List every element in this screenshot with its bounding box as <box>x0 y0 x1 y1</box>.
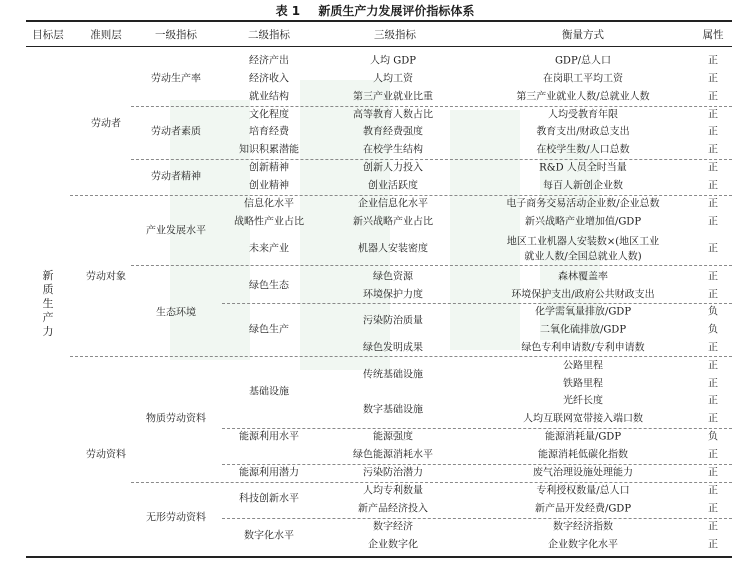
measure-cell: 化学需氧量排放/GDP <box>534 306 632 318</box>
attribute-cell: 正 <box>708 413 718 425</box>
measure-cell: 企业数字化水平 <box>548 539 618 551</box>
measure-cell: 第三产业就业人数/总就业人数 <box>516 91 650 103</box>
attribute-cell: 正 <box>708 243 718 255</box>
separator <box>222 518 732 519</box>
level3-cell: 新兴战略产业占比 <box>353 216 433 228</box>
attribute-cell: 正 <box>708 162 718 174</box>
header-level3: 三级指标 <box>374 29 416 41</box>
measure-cell: R&D 人员全时当量 <box>539 162 627 174</box>
measure-cell: 绿色专利申请数/专利申请数 <box>521 342 645 354</box>
separator <box>131 265 732 266</box>
goal-cell: 新质生产力 <box>42 269 54 338</box>
measure-cell: 人均受教育年限 <box>548 109 618 121</box>
level2-cell: 战略性产业占比 <box>234 216 304 228</box>
separator <box>70 356 732 357</box>
separator <box>222 428 732 429</box>
header-attribute: 属性 <box>702 29 724 41</box>
level3-cell: 第三产业就业比重 <box>353 91 433 103</box>
attribute-cell: 正 <box>708 144 718 156</box>
level1-cell: 无形劳动资料 <box>146 512 206 524</box>
level2-cell: 绿色生产 <box>249 324 289 336</box>
attribute-cell: 正 <box>708 360 718 372</box>
measure-cell: 能源消耗低碳化指数 <box>538 449 628 461</box>
attribute-cell: 正 <box>708 485 718 497</box>
measure-cell: 二氧化硫排放/GDP <box>539 324 627 336</box>
header-criteria: 准则层 <box>90 29 122 41</box>
measure-cell: 光纤长度 <box>563 395 603 407</box>
level1-cell: 生态环境 <box>156 307 196 319</box>
attribute-cell: 正 <box>708 216 718 228</box>
attribute-cell: 正 <box>708 521 718 533</box>
level2-cell: 创业精神 <box>249 180 289 192</box>
attribute-cell: 正 <box>708 289 718 301</box>
level3-cell: 在校学生结构 <box>363 144 423 156</box>
level3-cell: 高等教育人数占比 <box>353 109 433 121</box>
header-measure: 衡量方式 <box>562 29 604 41</box>
measure-cell: 在校学生数/人口总数 <box>536 144 630 156</box>
measure-cell: 地区工业机器人安装数×(地区工业 <box>506 236 660 248</box>
header-level1: 一级指标 <box>155 29 197 41</box>
level1-cell: 物质劳动资料 <box>146 413 206 425</box>
level1-cell: 产业发展水平 <box>146 225 206 237</box>
level2-cell: 经济收入 <box>249 73 289 85</box>
attribute-cell: 正 <box>708 109 718 121</box>
measure-cell: 能源消耗量/GDP <box>544 431 622 443</box>
level2-cell: 就业结构 <box>249 91 289 103</box>
attribute-cell: 正 <box>708 271 718 283</box>
attribute-cell: 正 <box>708 55 718 67</box>
attribute-cell: 正 <box>708 539 718 551</box>
level3-cell: 绿色能源消耗水平 <box>353 449 433 461</box>
level2-cell: 科技创新水平 <box>239 493 299 505</box>
level2-cell: 文化程度 <box>249 109 289 121</box>
level3-cell: 污染防治质量 <box>363 315 423 327</box>
level2-cell: 能源利用水平 <box>239 431 299 443</box>
attribute-cell: 正 <box>708 73 718 85</box>
separator <box>222 303 732 304</box>
separator <box>222 464 732 465</box>
header-level2: 二级指标 <box>248 29 290 41</box>
separator <box>131 159 732 160</box>
level1-cell: 劳动者素质 <box>151 126 201 138</box>
table-caption <box>0 2 750 19</box>
bottom-rule <box>26 556 732 558</box>
measure-cell: 教育支出/财政总支出 <box>536 126 630 138</box>
level2-cell: 绿色生态 <box>249 280 289 292</box>
separator <box>131 482 732 483</box>
table-title: 新质生产力发展评价指标体系 <box>318 4 475 18</box>
level3-cell: 机器人安装密度 <box>358 243 428 255</box>
measure-cell: 数字经济指数 <box>553 521 613 533</box>
level2-cell: 未来产业 <box>249 243 289 255</box>
level3-cell: 污染防治潜力 <box>363 467 423 479</box>
attribute-cell: 正 <box>708 503 718 515</box>
measure-cell: 人均互联网宽带接入端口数 <box>523 413 643 425</box>
level3-cell: 教育经费强度 <box>363 126 423 138</box>
level3-cell: 人均专利数量 <box>363 485 423 497</box>
measure-cell: GDP/总人口 <box>554 55 612 67</box>
level2-cell: 培育经费 <box>249 126 289 138</box>
level3-cell: 传统基础设施 <box>363 369 423 381</box>
level3-cell: 创新人力投入 <box>363 162 423 174</box>
attribute-cell: 负 <box>708 431 718 443</box>
attribute-cell: 正 <box>708 126 718 138</box>
measure-cell: 环境保护支出/政府公共财政支出 <box>511 289 655 301</box>
level3-cell: 新产品经济投入 <box>358 503 428 515</box>
level3-cell: 人均工资 <box>373 73 413 85</box>
attribute-cell: 正 <box>708 342 718 354</box>
measure-cell: 新产品开发经费/GDP <box>534 503 632 515</box>
measure-cell: 铁路里程 <box>563 378 603 390</box>
table-number: 表 1 <box>275 4 301 18</box>
level2-cell: 创新精神 <box>249 162 289 174</box>
criteria-cell: 劳动资料 <box>86 449 126 461</box>
level3-cell: 环境保护力度 <box>363 289 423 301</box>
header-rule <box>26 46 732 47</box>
measure-cell: 电子商务交易活动企业数/企业总数 <box>506 198 660 210</box>
attribute-cell: 正 <box>708 395 718 407</box>
level3-cell: 企业数字化 <box>368 539 418 551</box>
measure-cell: 在岗职工平均工资 <box>543 73 623 85</box>
level2-cell: 能源利用潜力 <box>239 467 299 479</box>
level3-cell: 绿色资源 <box>373 271 413 283</box>
attribute-cell: 正 <box>708 198 718 210</box>
level2-cell: 基础设施 <box>249 386 289 398</box>
measure-cell: 废气治理设施处理能力 <box>533 467 633 479</box>
level2-cell: 经济产出 <box>249 55 289 67</box>
attribute-cell: 负 <box>708 324 718 336</box>
attribute-cell: 负 <box>708 306 718 318</box>
level3-cell: 能源强度 <box>373 431 413 443</box>
top-rule <box>26 20 732 22</box>
attribute-cell: 正 <box>708 180 718 192</box>
level2-cell: 信息化水平 <box>244 198 294 210</box>
criteria-cell: 劳动对象 <box>86 271 126 283</box>
level3-cell: 人均 GDP <box>370 55 416 67</box>
criteria-cell: 劳动者 <box>91 118 121 130</box>
measure-cell: 新兴战略产业增加值/GDP <box>524 216 642 228</box>
level3-cell: 数字经济 <box>373 521 413 533</box>
measure-cell: 森林覆盖率 <box>558 271 608 283</box>
measure-cell: 就业人数/全国总就业人数) <box>524 251 642 263</box>
attribute-cell: 正 <box>708 91 718 103</box>
separator <box>70 195 732 196</box>
attribute-cell: 正 <box>708 449 718 461</box>
level1-cell: 劳动者精神 <box>151 171 201 183</box>
separator <box>131 106 732 107</box>
level3-cell: 创业活跃度 <box>368 180 418 192</box>
level3-cell: 绿色发明成果 <box>363 342 423 354</box>
header-goal: 目标层 <box>32 29 64 41</box>
level2-cell: 数字化水平 <box>244 530 294 542</box>
level1-cell: 劳动生产率 <box>151 73 201 85</box>
measure-cell: 专利授权数量/总人口 <box>536 485 630 497</box>
measure-cell: 公路里程 <box>563 360 603 372</box>
level3-cell: 企业信息化水平 <box>358 198 428 210</box>
level2-cell: 知识积累潜能 <box>239 144 299 156</box>
attribute-cell: 正 <box>708 378 718 390</box>
level3-cell: 数字基础设施 <box>363 404 423 416</box>
measure-cell: 每百人新创企业数 <box>543 180 623 192</box>
attribute-cell: 正 <box>708 467 718 479</box>
